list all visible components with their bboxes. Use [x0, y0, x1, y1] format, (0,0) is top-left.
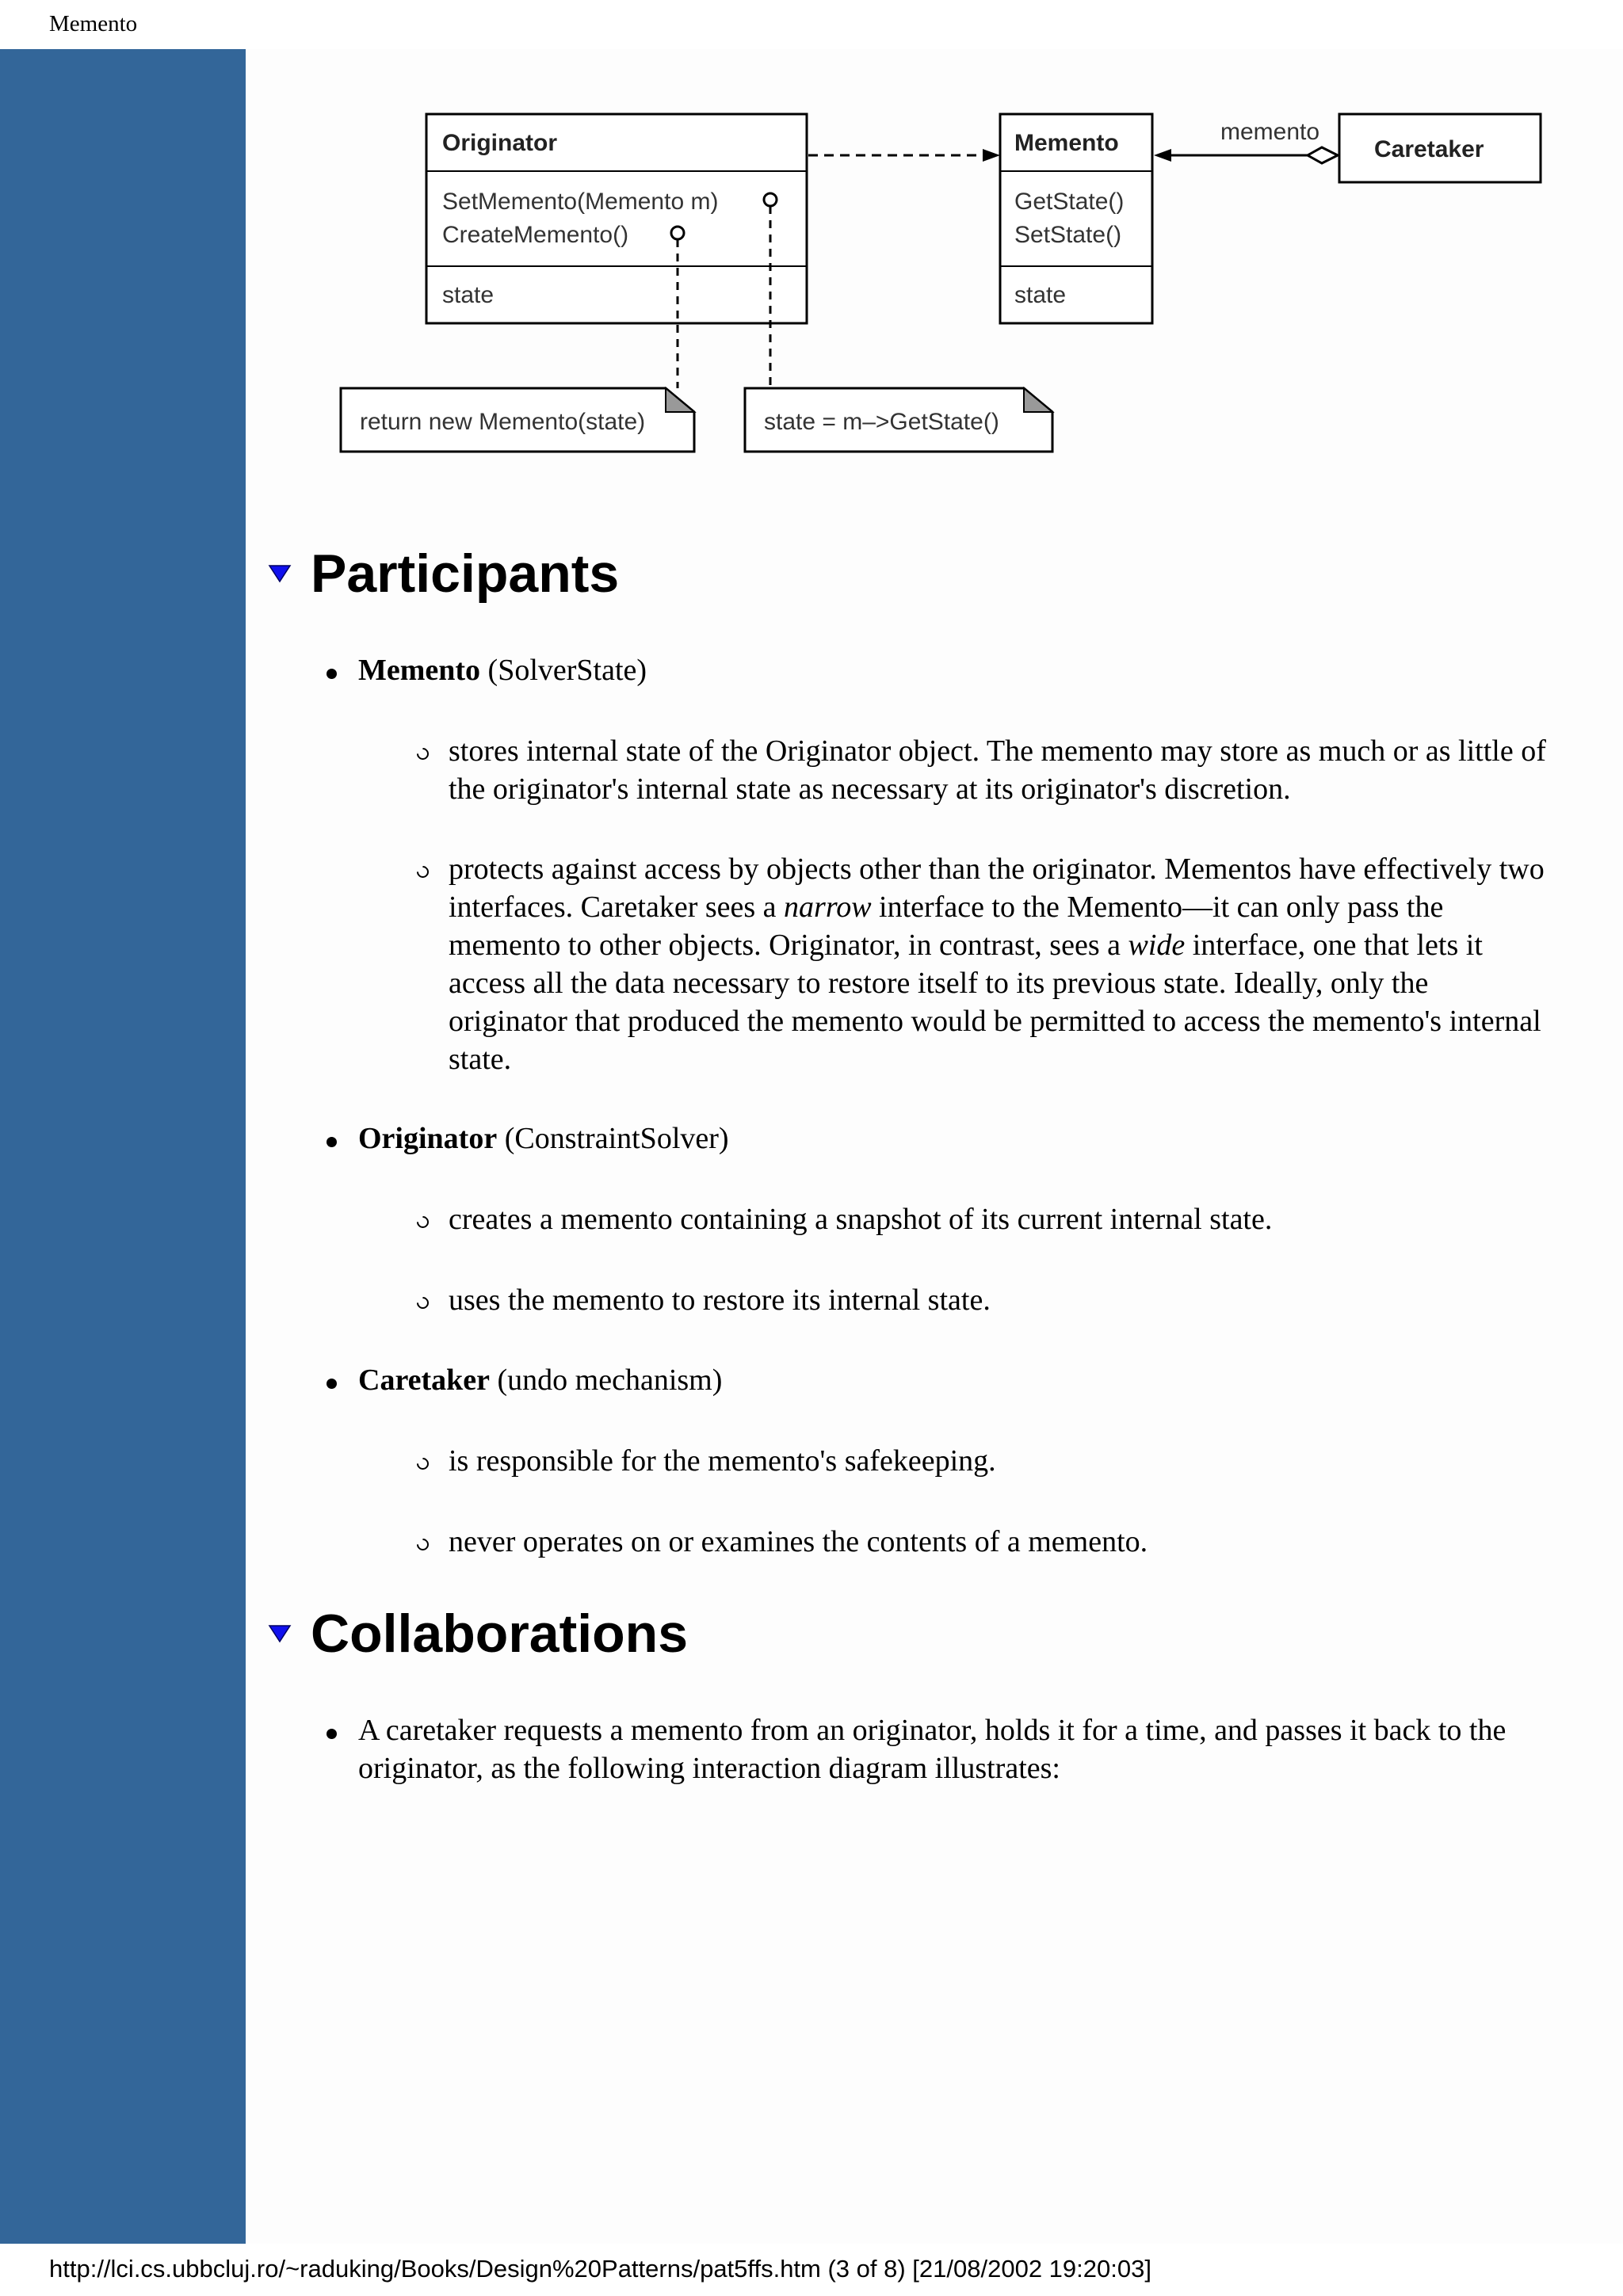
memento-state-attr: state	[1014, 282, 1067, 308]
originator-op-creatememento: CreateMemento()	[442, 222, 629, 248]
participant-caretaker	[358, 1361, 722, 1399]
collaboration-item	[358, 1711, 1594, 1787]
duty-text-line: protects against access by objects other than the originator. Mementos have effectively two	[449, 852, 1545, 886]
sidebar	[0, 49, 246, 2244]
collaboration-text-line: originator, as the following interaction diagram illustrates:	[358, 1752, 1060, 1785]
duty-text-line: access all the data necessary to restore itself to its previous state. Ideally, only the	[449, 967, 1429, 1000]
duty-text-segment: interfaces. Caretaker sees a	[449, 891, 785, 924]
originator-class-name: Originator	[442, 130, 558, 156]
duty-text-emphasis: wide	[1128, 929, 1186, 962]
duty-text-line: state.	[449, 1043, 512, 1076]
participant-memento-duty-1	[449, 732, 1606, 808]
duty-text-line: uses the memento to restore its internal state.	[449, 1283, 991, 1317]
participant-role: (undo mechanism)	[497, 1363, 723, 1397]
participant-originator-duty-2	[449, 1281, 1606, 1319]
duty-text-line: creates a memento containing a snapshot of its current internal state.	[449, 1203, 1273, 1236]
duty-text-line: is responsible for the memento's safekeeping.	[449, 1444, 996, 1478]
participant-role: (SolverState)	[487, 654, 647, 687]
participant-memento	[358, 651, 647, 689]
memento-class-name: Memento	[1014, 130, 1119, 156]
duty-text-line: originator that produced the memento would be permitted to access the memento's internal	[449, 1005, 1541, 1038]
originator-state-attr: state	[442, 282, 495, 308]
dependency-arrow	[808, 149, 1000, 162]
triangle-down-icon	[268, 1624, 292, 1643]
duty-text-segment: interface, one that lets it	[1185, 929, 1483, 962]
collaboration-text-line: A caretaker requests a memento from an originator, holds it for a time, and passes it back to the	[358, 1714, 1507, 1747]
participants-section-heading	[268, 543, 620, 604]
duty-text-segment: memento to other objects. Originator, in contrast, sees a	[449, 929, 1128, 962]
memento-class-box	[1000, 114, 1152, 323]
note-set-memento	[745, 388, 1052, 452]
note-set-memento-text: state = m–>GetState()	[764, 409, 999, 435]
print-header-title: Memento	[49, 11, 138, 36]
note-create-memento	[341, 388, 694, 452]
association-label: memento	[1220, 119, 1320, 145]
page-footer-url: http://lci.cs.ubbcluj.ro/~raduking/Books/Design%20Patterns/pat5ffs.htm (3 of 8) [21/08/2002 19:20:03]	[49, 2255, 1151, 2283]
participant-name: Originator	[358, 1122, 498, 1155]
duty-text-line: never operates on or examines the contents of a memento.	[449, 1525, 1148, 1558]
caretaker-class-box	[1339, 114, 1541, 182]
collaborations-section-heading	[268, 1604, 689, 1664]
participant-name: Memento	[358, 654, 481, 687]
participants-heading: Participants	[311, 543, 620, 604]
originator-op-setmemento: SetMemento(Memento m)	[442, 189, 719, 215]
memento-structure-diagram	[325, 103, 1561, 467]
participant-role: (ConstraintSolver)	[504, 1122, 729, 1155]
note-create-memento-text: return new Memento(state)	[360, 409, 646, 435]
participant-originator	[358, 1119, 729, 1158]
triangle-down-icon	[268, 564, 292, 583]
duty-text-line: the originator's internal state as necessary at its originator's discretion.	[449, 772, 1291, 806]
participant-originator-duty-1	[449, 1200, 1606, 1238]
duty-text-emphasis: narrow	[784, 891, 872, 924]
duty-text-line: stores internal state of the Originator object. The memento may store as much or as little of	[449, 734, 1546, 768]
participant-caretaker-duty-1	[449, 1442, 1606, 1480]
collaborations-heading: Collaborations	[311, 1604, 689, 1664]
duty-text-segment: interface to the Memento—it can only pass the	[871, 891, 1444, 924]
aggregation-association	[1154, 119, 1338, 163]
participant-memento-duty-2	[449, 850, 1606, 1078]
memento-op-setstate: SetState()	[1014, 222, 1122, 248]
participant-caretaker-duty-2	[449, 1523, 1606, 1561]
originator-class-box	[426, 114, 807, 323]
participant-name: Caretaker	[358, 1363, 491, 1397]
caretaker-class-name: Caretaker	[1374, 136, 1484, 162]
memento-op-getstate: GetState()	[1014, 189, 1125, 215]
